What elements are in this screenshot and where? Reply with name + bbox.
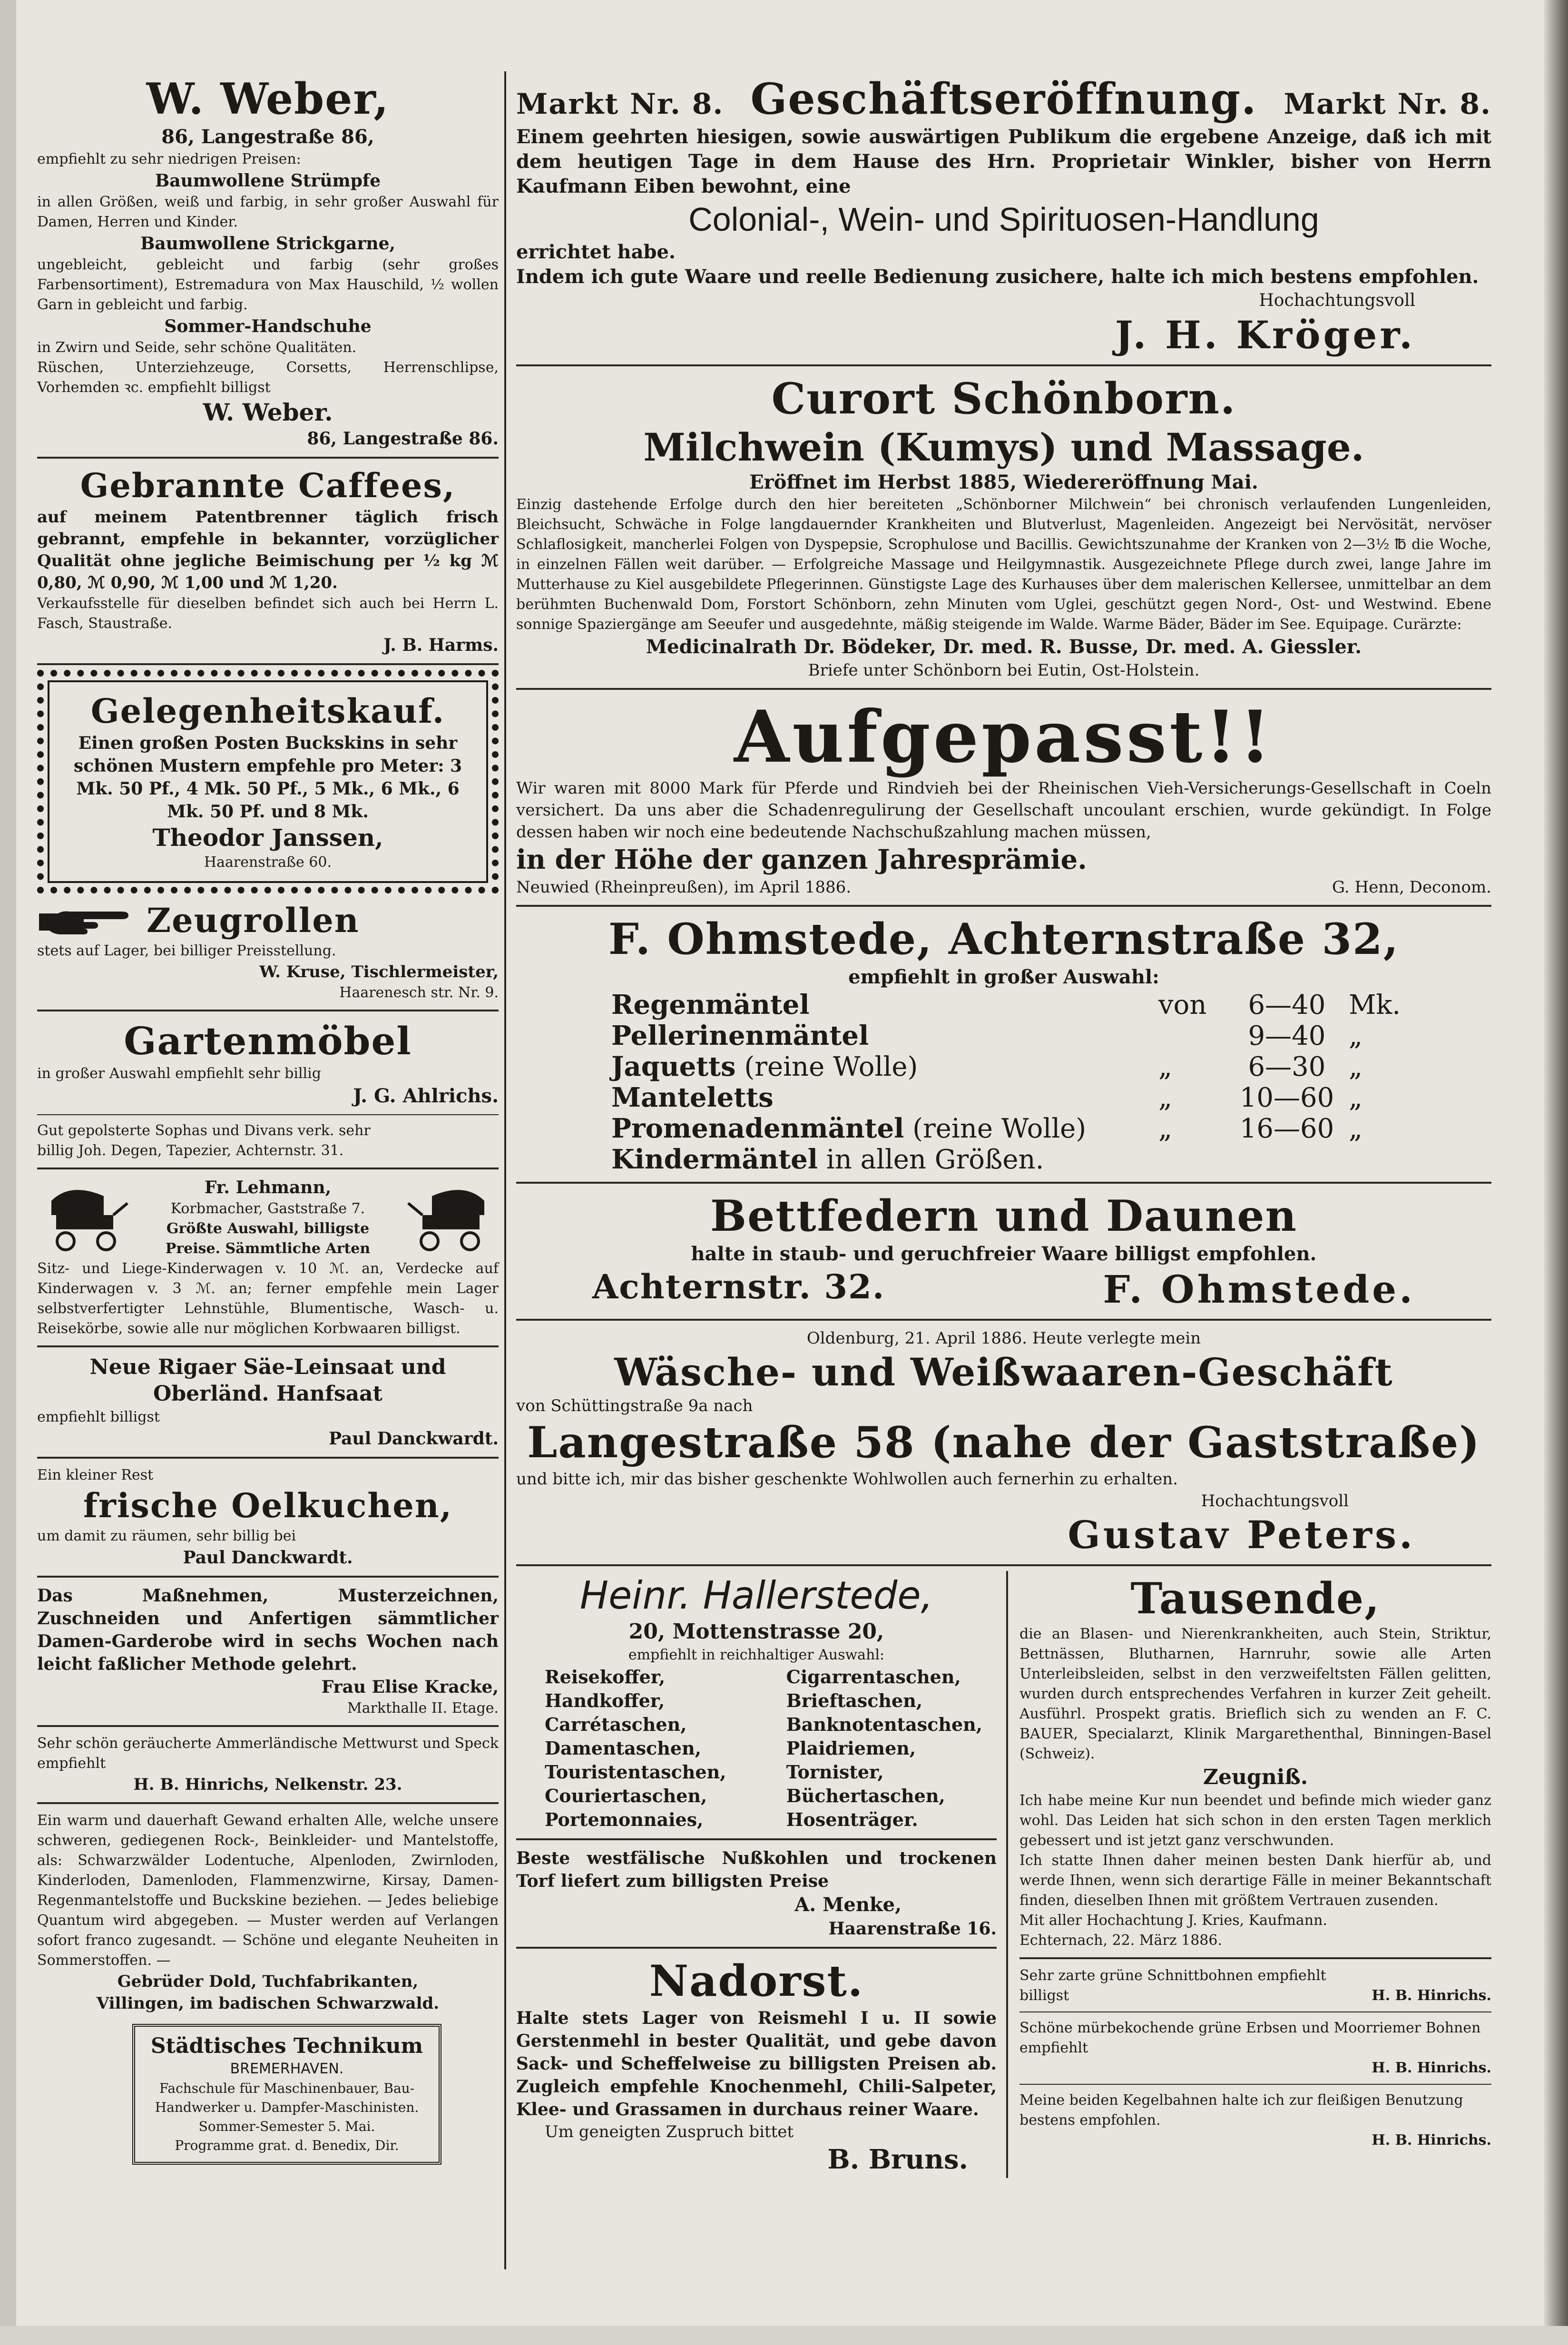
right-column [516, 71, 1491, 2178]
pram-icon [37, 1182, 132, 1253]
price-row [611, 1113, 1420, 1144]
saat-line-3: empfiehlt billigst [37, 1409, 160, 1425]
price-item-label: Promenadenmäntel [611, 1113, 904, 1144]
price-from [1158, 1020, 1225, 1051]
lehmann-body: Sitz- und Liege-Kinderwagen v. 10 ℳ. an, Verdecke auf Kinderwagen v. 3 ℳ. an; ferner empfehle mein Lager selbstverfertigter Lehnstühle, Blumentische, Wasch- u. Reisekörbe, sowie alle nur möglichen Korbwaaren billigst. [37, 1260, 499, 1337]
schoenborn-subtitle: Milchwein (Kumys) und Massage. [643, 425, 1364, 470]
peters-greeting: Hochachtungsvoll [1201, 1491, 1349, 1511]
hinrichs-kegel-signature: H. B. Hinrichs. [1372, 2132, 1491, 2149]
divider [516, 1838, 997, 1840]
weber-text-2: ungebleicht, gebleicht und farbig (sehr großes Farbensortiment), Estremadura von Max Hauschild, ½ wollen Garn in gebleicht und farbig. [37, 256, 499, 313]
divider [37, 1345, 499, 1347]
hallerstede-items-left [545, 1665, 726, 1832]
hinrichs-wurst-signature: H. B. Hinrichs, Nelkenstr. 23. [133, 1775, 402, 1794]
technikum-line-1: Fachschule für Maschinenbauer, Bau- [159, 2080, 415, 2096]
schoenborn-letters: Briefe unter Schönborn bei Eutin, Ost-Holstein. [808, 661, 1200, 680]
divider [1019, 1957, 1491, 1959]
kroeger-greeting: Hochachtungsvoll [1259, 291, 1415, 310]
lehmann-line-4: Preise. Sämmtliche Arten [165, 1240, 371, 1257]
price-unit: Mk. [1349, 989, 1401, 1020]
hallerstede-item: Büchertaschen, [786, 1785, 945, 1806]
lehmann-name: Fr. Lehmann, [204, 1177, 332, 1197]
price-item-extra: in allen Größen. [817, 1144, 1044, 1175]
ad-menke [516, 1845, 997, 1942]
price-row [611, 1020, 1420, 1051]
technikum-line-3: Sommer-Semester 5. Mai. [198, 2119, 375, 2134]
hinrichs-erbsen-signature: H. B. Hinrichs. [1372, 2060, 1491, 2076]
price-from: „ [1158, 1113, 1173, 1144]
divider [516, 364, 1491, 366]
weber-signature-address: 86, Langestraße 86. [307, 429, 499, 449]
bettfedern-address: Achternstr. 32. [592, 1267, 885, 1306]
lower-split-right [1008, 1571, 1491, 2178]
saat-line-1: Neue Rigaer Säe-Leinsaat und [89, 1355, 446, 1379]
gelegenheit-signature: Theodor Janssen, [152, 824, 383, 852]
hallerstede-item: Tornister, [786, 1761, 884, 1783]
tausende-body: die an Blasen- und Nierenkrankheiten, auch Stein, Striktur, Bettnässen, Blutharnen, Harnruhr, sowie alle Arten Unterleibsleiden, selbst in den verzweifeltsten Fällen gelitten, wurden durch entsprechendes Verfahren in kurzer Zeit geheilt. Ausführl. Prospekt gratis. Brieflich sich zu wenden an F. C. BAUER, Specialarzt, Klinik Margarethenthal, Binningen-Basel (Schweiz). [1019, 1626, 1491, 1762]
price-item-name [611, 1020, 1158, 1051]
column-divider [504, 71, 506, 2269]
nadorst-line-2: Um geneigten Zuspruch bittet [545, 2122, 794, 2141]
hallerstede-items [516, 1665, 997, 1832]
oelkuchen-title: frische Oelkuchen, [83, 1486, 453, 1525]
gelegenheit-address: Haarenstraße 60. [204, 854, 332, 871]
oelkuchen-line-1: Ein kleiner Rest [37, 1467, 154, 1483]
caffees-note: Verkaufsstelle für dieselben befindet sich auch bei Herrn L. Fasch, Staustraße. [37, 595, 499, 632]
tausende-zeugnis-4: Echternach, 22. März 1886. [1019, 1932, 1222, 1949]
menke-body: Beste westfälische Nußkohlen und trockenen Torf liefert zum billigsten Preise [516, 1848, 997, 1891]
divider [516, 1564, 1491, 1566]
degen-line-1: Gut gepolsterte Sophas und Divans verk. sehr [37, 1122, 371, 1139]
caffees-signature: J. B. Harms. [383, 635, 499, 655]
gelegenheit-body: Einen großen Posten Buckskins in sehr schönen Mustern empfehle pro Meter: 3 Mk. 50 Pf., 4 Mk. 50 Pf., 5 Mk., 6 Mk., 6 Mk. 50 Pf. und 8 Mk. [73, 733, 462, 822]
menke-signature: A. Menke, [794, 1894, 902, 1916]
tausende-zeugnis-1: Ich habe meine Kur nun beendet und befinde mich wieder ganz wohl. Das Leiden hat sich schon in den ersten Tagen merklich gebessert und ist jetzt ganz verschwunden. [1019, 1792, 1491, 1849]
saat-line-2: Oberländ. Hanfsaat [153, 1382, 382, 1406]
nadorst-body: Halte stets Lager von Reismehl I u. II sowie Gerstenmehl in bester Qualität, und gebe davon Sack- und Scheffelweise zu billigsten Preisen ab. Zugleich empfehle Knochenmehl, Chili-Salpeter, Klee- und Grassamen in durchaus reiner Waare. [516, 2008, 997, 2119]
hallerstede-item: Damentaschen, [545, 1737, 701, 1759]
lower-split-left [516, 1571, 1008, 2178]
hinrichs-kegel-text: Meine beiden Kegelbahnen halte ich zur fleißigen Benutzung bestens empfohlen. [1019, 2092, 1463, 2129]
weber-heading-3: Sommer-Handschuhe [164, 316, 372, 336]
divider [516, 1319, 1491, 1321]
ad-technikum [132, 2024, 441, 2165]
ad-lehmann [37, 1174, 499, 1341]
lower-split [516, 1571, 1491, 2178]
peters-line-1: Oldenburg, 21. April 1886. Heute verlegte mein [806, 1329, 1201, 1348]
weber-text-1: in allen Größen, weiß und farbig, in sehr großer Auswahl für Damen, Herren und Kinder. [37, 194, 499, 230]
technikum-line-4: Programme grat. d. Benedix, Dir. [175, 2138, 399, 2153]
hallerstede-address: 20, Mottenstrasse 20, [628, 1619, 884, 1644]
ad-gelegenheitskauf [37, 670, 499, 893]
price-unit [1349, 1144, 1420, 1175]
weber-heading-1: Baumwollene Strümpfe [155, 171, 381, 191]
price-row [611, 1082, 1420, 1113]
ad-aufgepasst [516, 695, 1491, 900]
gartenmoebel-title: Gartenmöbel [124, 1019, 412, 1063]
peters-line-2: von Schüttingstraße 9a nach [516, 1396, 753, 1415]
tausende-zeugnis-2: Ich statte Ihnen daher meinen besten Dank hierfür ab, und werde Ihnen, wenn sich derartige Fälle in meiner Bekanntschaft finden, dieselben Ihnen mit größtem Vertrauen zusenden. [1019, 1852, 1491, 1909]
price-item-name [611, 1051, 1158, 1082]
ohmstede-title: F. Ohmstede, Achternstraße 32, [608, 914, 1400, 964]
peters-title: Wäsche- und Weißwaaren-Geschäft [614, 1350, 1393, 1394]
ad-kroeger [516, 71, 1491, 360]
bettfedern-body: halte in staub- und geruchfreier Waare billigst empfohlen. [691, 1243, 1317, 1265]
hallerstede-item: Hosenträger. [786, 1809, 918, 1830]
schoenborn-doctors: Medicinalrath Dr. Bödeker, Dr. med. R. Busse, Dr. med. A. Giessler. [646, 636, 1362, 658]
kroeger-markt-left: Markt Nr. 8. [516, 88, 724, 121]
price-item-label: Jaquetts [611, 1051, 736, 1082]
zeugrollen-body: stets auf Lager, bei billiger Preisstellung. [37, 942, 336, 959]
weber-address: 86, Langestraße 86, [161, 126, 374, 148]
technikum-line-2: Handwerker u. Dampfer-Maschinisten. [155, 2100, 419, 2115]
gartenmoebel-signature: J. G. Ahlrichs. [353, 1085, 499, 1107]
gelegenheit-title: Gelegenheitskauf. [90, 691, 445, 731]
divider [37, 1457, 499, 1459]
price-range: 16—60 [1239, 1113, 1334, 1144]
peters-signature: Gustav Peters. [1068, 1512, 1415, 1557]
price-from: von [1158, 989, 1207, 1020]
bettfedern-title: Bettfedern und Daunen [710, 1191, 1297, 1241]
ad-dold [37, 1809, 499, 2016]
dold-body: Ein warm und dauerhaft Gewand erhalten Alle, welche unsere schweren, gediegenen Rock-, Beinkleider- und Mantelstoffe, als: Schwarzwälder Lodentuche, Alpenloden, Zwirnloden, Kinderloden, Damenloden, Flammenzwirne, Kirsay, Damen-Regenmantelstoffe und Buckskine beziehen. — Jedes beliebige Quantum wird abgegeben. — Muster werden auf Verlangen sofort franco zugesandt. — Schöne und elegante Neuheiten in Sommerstoffen. — [37, 1812, 499, 1969]
price-from [1158, 1144, 1225, 1175]
ad-hallerstede [516, 1571, 997, 1834]
lehmann-line-3: Größte Auswahl, billigste [166, 1220, 370, 1237]
ad-kracke [37, 1582, 499, 1720]
price-item-name [611, 990, 1158, 1020]
ohmstede-price-table [611, 990, 1420, 1175]
ad-weber [37, 71, 499, 452]
ad-zeugrollen [37, 898, 499, 1005]
hallerstede-items-right [786, 1665, 982, 1832]
ad-ohmstede [516, 912, 1491, 1177]
price-range: 10—60 [1239, 1082, 1334, 1113]
weber-title: W. Weber, [146, 74, 390, 124]
kroeger-business: Colonial-, Wein- und Spirituosen-Handlung [688, 201, 1319, 238]
weber-intro: empfiehlt zu sehr niedrigen Preisen: [37, 151, 301, 167]
ad-oelkuchen [37, 1463, 499, 1571]
divider [516, 1182, 1491, 1184]
tausende-title: Tausende, [1130, 1573, 1381, 1624]
hallerstede-subtitle: empfiehlt in reichhaltiger Auswahl: [628, 1647, 885, 1663]
hallerstede-item: Banknotentaschen, [786, 1714, 982, 1735]
price-item-label: Kindermäntel [611, 1144, 818, 1175]
price-row [611, 1051, 1420, 1082]
caffees-body: auf meinem Patentbrenner täglich frisch gebrannt, empfehle in bekannter, vorzüglicher Qualität ohne jegliche Beimischung per ½ kg ℳ 0,80, ℳ 0,90, ℳ 1,00 und ℳ 1,20. [37, 508, 499, 592]
oelkuchen-line-2: um damit zu räumen, sehr billig bei [37, 1528, 296, 1544]
hallerstede-item: Brieftaschen, [786, 1690, 923, 1711]
lehmann-trade: Korbmacher, Gaststraße 7. [170, 1200, 365, 1217]
ad-schoenborn [516, 371, 1491, 683]
divider [516, 688, 1491, 690]
ad-hinrichs-kegel [1019, 2089, 1491, 2152]
ad-bettfedern [516, 1188, 1491, 1314]
kroeger-text-3: Indem ich gute Waare und reelle Bedienung zusichere, halte ich mich bestens empfohlen. [516, 265, 1479, 288]
kracke-address: Markthalle II. Etage. [347, 1700, 499, 1717]
price-range [1225, 1144, 1349, 1175]
tausende-zeugnis-title: Zeugniß. [1203, 1765, 1308, 1789]
price-unit: „ [1349, 1113, 1363, 1144]
aufgepasst-signature: G. Henn, Deconom. [1332, 878, 1491, 897]
hallerstede-item: Touristentaschen, [545, 1761, 726, 1783]
peters-line-3: und bitte ich, mir das bisher geschenkte Wohlwollen auch fernerhin zu erhalten. [516, 1470, 1178, 1489]
kracke-body: Das Maßnehmen, Musterzeichnen, Zuschneiden und Anfertigen sämmtlicher Damen-Garderobe wird in sechs Wochen nach leicht faßlicher Methode gelehrt. [37, 1586, 499, 1674]
divider [37, 1114, 499, 1115]
nadorst-signature: B. Bruns. [827, 2144, 968, 2175]
price-from: „ [1158, 1082, 1173, 1113]
hallerstede-item: Couriertaschen, [545, 1785, 707, 1806]
aufgepasst-place: Neuwied (Rheinpreußen), im April 1886. [516, 878, 852, 897]
tausende-zeugnis-3: Mit aller Hochachtung J. Kries, Kaufmann. [1019, 1912, 1327, 1929]
hinrichs-bohnen-billigst: billigst [1019, 1987, 1069, 2004]
caffees-title: Gebrannte Caffees, [80, 466, 456, 505]
ad-tausende [1019, 1571, 1491, 1953]
ad-peters [516, 1325, 1491, 1560]
scan-edge-right [1544, 0, 1568, 2345]
price-unit: „ [1349, 1082, 1363, 1113]
bettfedern-signature: F. Ohmstede. [1103, 1267, 1415, 1312]
technikum-title: Städtisches Technikum [150, 2034, 423, 2058]
kroeger-title: Geschäftseröffnung. [750, 74, 1257, 124]
dold-signature: Gebrüder Dold, Tuchfabrikanten, [117, 1972, 419, 1991]
aufgepasst-body: Wir waren mit 8000 Mark für Pferde und Rindvieh bei der Rheinischen Vieh-Versicherungs-Gesellschaft in Coeln versichert. Da uns aber die Schadenregulirung der Gesellschaft uncoulant erschien, wurde gekündigt. In Folge dessen haben wir noch eine bedeutende Nachschußzahlung machen müssen, [516, 779, 1491, 842]
divider [37, 457, 499, 459]
ad-caffees [37, 463, 499, 658]
price-item-label: Regenmäntel [611, 989, 810, 1020]
hinrichs-erbsen-text: Schöne mürbekochende grüne Erbsen und Moorriemer Bohnen empfiehlt [1019, 2020, 1481, 2056]
ad-nadorst [516, 1953, 997, 2178]
weber-signature: W. Weber. [203, 398, 333, 426]
hallerstede-item: Plaidriemen, [786, 1737, 916, 1759]
divider [516, 905, 1491, 907]
left-column [37, 71, 499, 2165]
price-unit: „ [1349, 1051, 1363, 1082]
hallerstede-item: Carrétaschen, [545, 1714, 687, 1735]
divider [37, 1725, 499, 1727]
schoenborn-body: Einzig dastehende Erfolge durch den hier bereiteten „Schönborner Milchwein“ bei chronisch verlaufenden Lungenleiden, Bleichsucht, Schwäche in Folge langdauernder Krankheiten und Blutverlust, Magenleiden. Angezeigt bei Nervösität, nervöser Schlaflosigkeit, mancherlei Folgen von Dyspepsie, Scrophulose und Bacillis. Gewichtszunahme der Kranken von 2—3½ ℔ die Woche, in einzelnen Fällen weit darüber. — Erfolgreiche Massage und Heilgymnastik. Ausgezeichnete Pflege durch zwei, lange Jahre im Mutterhause zu Kiel ausgebildete Pflegerinnen. Günstigste Lage des Kurhauses über dem malerischen Kellersee, unmittelbar an dem berühmten Buchenwald Dom, Forstort Schönborn, zehn Minuten vom Uglei, geschützt gegen Nord-, Ost- und Westwind. Ebene sonnige Spaziergänge am Seeufer und ausgedehnte, mäßig steigende im Walde. Warme Bäder, Bäder im See. Equipage. Curärzte: [516, 496, 1491, 633]
ad-gartenmoebel [37, 1016, 499, 1110]
weber-text-4: Rüschen, Unterziehzeuge, Corsetts, Herrenschlipse, Vorhemden ꝛc. empfiehlt billigst [37, 359, 499, 396]
price-item-name [611, 1082, 1158, 1113]
kracke-signature: Frau Elise Kracke, [321, 1677, 499, 1697]
kroeger-text-2: errichtet habe. [516, 241, 676, 263]
divider [37, 663, 499, 665]
peters-new-address: Langestraße 58 (nahe der Gaststraße) [527, 1417, 1480, 1468]
kroeger-signature: J. H. Kröger. [1115, 313, 1415, 357]
ad-hinrichs-bohnen [1019, 1964, 1491, 2008]
price-item-name [611, 1144, 1158, 1175]
price-range: 9—40 [1248, 1020, 1326, 1051]
price-row [611, 990, 1420, 1020]
degen-line-2: billig Joh. Degen, Tapezier, Achternstr. 31. [37, 1142, 344, 1159]
menke-address: Haarenstraße 16. [828, 1919, 997, 1939]
price-range: 6—30 [1248, 1051, 1326, 1082]
hinrichs-bohnen-signature: H. B. Hinrichs. [1372, 1987, 1491, 2004]
scan-edge-left [0, 0, 16, 2345]
weber-heading-2: Baumwollene Strickgarne, [140, 234, 396, 254]
price-item-extra: (reine Wolle) [904, 1113, 1087, 1144]
hallerstede-item: Reisekoffer, [545, 1666, 666, 1688]
kroeger-text-1: Einem geehrten hiesigen, sowie auswärtigen Publikum die ergebene Anzeige, daß ich mit dem heutigen Tage in dem Hause des Hrn. Proprietair Winkler, bisher von Herrn Kaufmann Eiben bewohnt, eine [516, 126, 1491, 197]
oelkuchen-signature: Paul Danckwardt. [183, 1548, 353, 1568]
price-item-label: Pellerinenmäntel [611, 1020, 869, 1051]
dold-address: Villingen, im badischen Schwarzwald. [96, 1994, 440, 2013]
ad-hinrichs-wurst [37, 1732, 499, 1797]
hinrichs-wurst-text: Sehr schön geräucherte Ammerländische Mettwurst und Speck empfiehlt [37, 1735, 499, 1772]
hallerstede-title: Heinr. Hallerstede, [579, 1573, 933, 1618]
price-range: 6—40 [1248, 989, 1326, 1020]
schoenborn-title: Curort Schönborn. [771, 373, 1236, 424]
saat-signature: Paul Danckwardt. [328, 1429, 499, 1449]
technikum-city: BREMERHAVEN. [230, 2060, 344, 2077]
gartenmoebel-body: in großer Auswahl empfiehlt sehr billig [37, 1065, 321, 1082]
ad-degen [37, 1119, 499, 1163]
zeugrollen-address: Haarenesch str. Nr. 9. [339, 984, 499, 1001]
nadorst-title: Nadorst. [649, 1956, 864, 2006]
divider [37, 1168, 499, 1169]
kroeger-markt-right: Markt Nr. 8. [1284, 88, 1491, 121]
zeugrollen-signature: W. Kruse, Tischlermeister, [259, 962, 499, 981]
price-item-extra: (reine Wolle) [735, 1051, 918, 1082]
ohmstede-subtitle: empfiehlt in großer Auswahl: [848, 966, 1159, 988]
aufgepasst-highlight: in der Höhe der ganzen Jahresprämie. [516, 844, 1087, 875]
divider [37, 1010, 499, 1011]
price-row [611, 1144, 1420, 1175]
divider [37, 1802, 499, 1804]
hallerstede-item: Portemonnaies, [545, 1809, 704, 1830]
price-unit: „ [1349, 1020, 1363, 1051]
price-item-name [611, 1113, 1158, 1144]
price-item-label: Manteletts [611, 1082, 774, 1113]
pram-icon [403, 1182, 499, 1253]
weber-text-3: in Zwirn und Seide, sehr schöne Qualitäten. [37, 339, 357, 356]
ad-saat [37, 1352, 499, 1452]
hinrichs-bohnen-text: Sehr zarte grüne Schnittbohnen empfiehlt [1019, 1967, 1326, 1984]
schoenborn-opened: Eröffnet im Herbst 1885, Wiedereröffnung Mai. [749, 471, 1258, 493]
divider [1019, 2084, 1491, 2085]
hallerstede-item: Handkoffer, [545, 1690, 665, 1711]
divider [516, 1947, 997, 1949]
scan-edge-bottom [0, 2326, 1568, 2345]
zeugrollen-title: Zeugrollen [147, 901, 360, 940]
divider [37, 1576, 499, 1578]
ad-hinrichs-erbsen [1019, 2016, 1491, 2080]
aufgepasst-title: Aufgepasst!! [734, 695, 1274, 779]
pointing-hand-icon [37, 904, 132, 937]
price-from: „ [1158, 1051, 1173, 1082]
hallerstede-item: Cigarrentaschen, [786, 1666, 961, 1688]
divider [1019, 2011, 1491, 2012]
